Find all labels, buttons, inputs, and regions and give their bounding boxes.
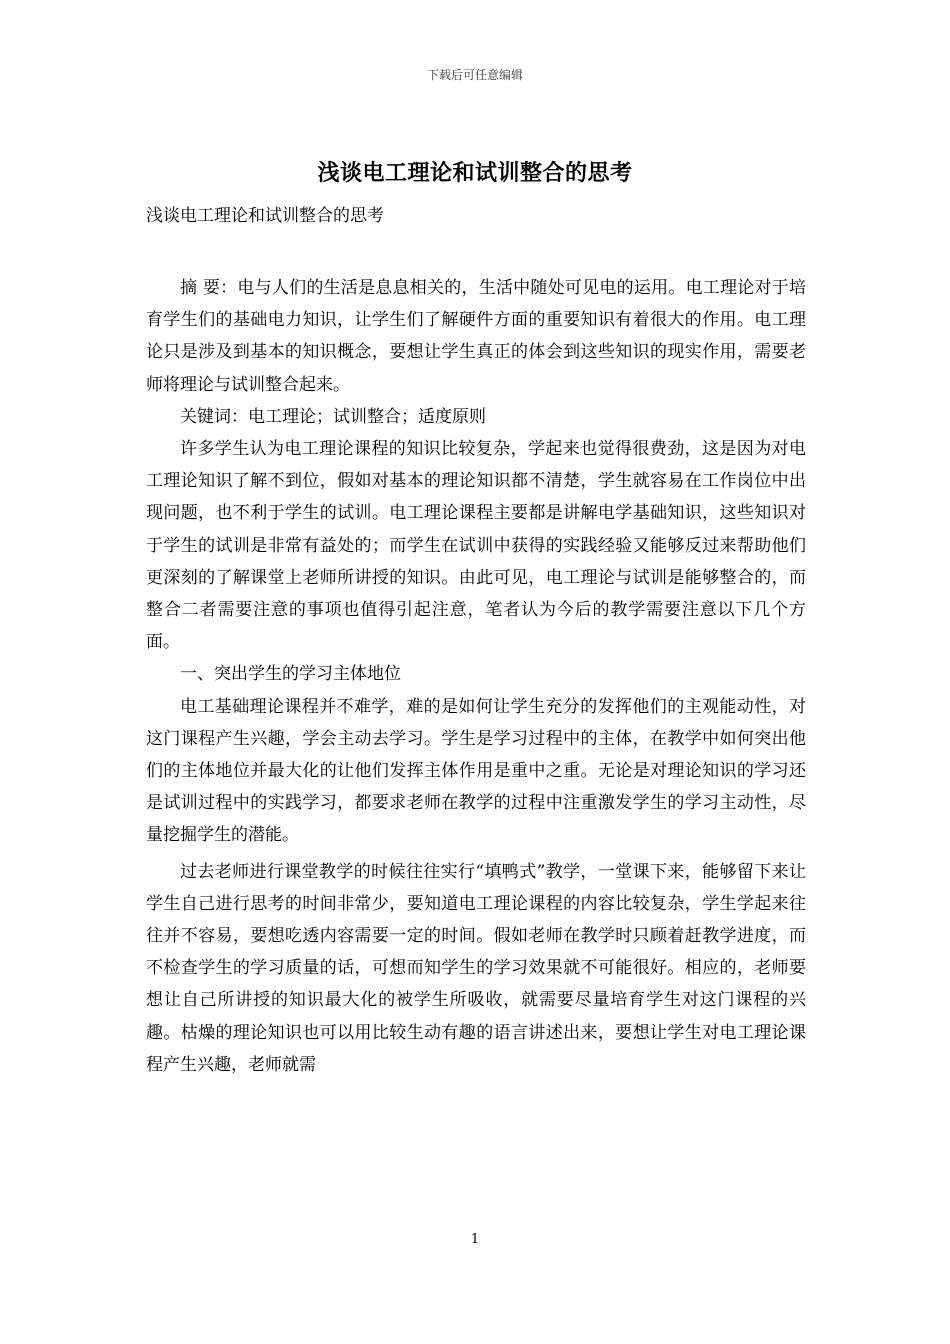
header-note: 下载后可任意编辑 — [426, 68, 523, 82]
section-heading: 一、突出学生的学习主体地位 — [180, 664, 401, 685]
body-paragraph: 过去老师进行课堂教学的时候往往实行“填鸭式”教学，一堂课下来，能够留下来让学生自己进行思考的时间非常少，要知道电工理论课程的内容比较复杂，学生学起来往往并不容易，要想吃透内容需要一定的时间。假如老师在教学时只顾着赶教学进度，而不检查学生的学习质量的话，可想而知学生的学习效果就不可能很好。相应的，老师要想让自己所讲授的知识最大化的被学生所吸收，就需要尽量培育学生对这门课程的兴趣。枯燥的理论知识也可以用比较生动有趣的语言讲述出来，要想让学生对电工理论课程产生兴趣，老师就需 — [146, 861, 806, 1075]
document-body — [146, 272, 806, 1081]
document-subtitle: 浅谈电工理论和试训整合的思考 — [146, 206, 384, 226]
body-paragraph: 许多学生认为电工理论课程的知识比较复杂，学起来也觉得很费劲，这是因为对电工理论知识了解不到位，假如对基本的理论知识都不清楚，学生就容易在工作岗位中出现问题，也不利于学生的试训。电工理论课程主要都是讲解电学基础知识，这些知识对于学生的试训是非常有益处的；而学生在试训中获得的实践经验又能够反过来帮助他们更深刻的了解课堂上老师所讲授的知识。由此可见，电工理论与试训是能够整合的，而整合二者需要注意的事项也值得引起注意，笔者认为今后的教学需要注意以下几个方面。 — [146, 439, 806, 653]
body-paragraph: 电工基础理论课程并不难学，难的是如何让学生充分的发挥他们的主观能动性，对这门课程产生兴趣，学会主动去学习。学生是学习过程中的主体，在教学中如何突出他们的主体地位并最大化的让他们发挥主体作用是重中之重。无论是对理论知识的学习还是试训过程中的实践学习，都要求老师在教学的过程中注重激发学生的学习主动性，尽量挖掘学生的潜能。 — [146, 696, 806, 846]
abstract-paragraph: 摘 要：电与人们的生活是息息相关的，生活中随处可见电的运用。电工理论对于培育学生们的基础电力知识，让学生们了解硬件方面的重要知识有着很大的作用。电工理论只是涉及到基本的知识概念，要想让学生真正的体会到这些知识的现实作用，需要老师将理论与试训整合起来。 — [146, 278, 806, 395]
page-number: 1 — [470, 1232, 480, 1247]
document-title: 浅谈电工理论和试训整合的思考 — [317, 160, 633, 186]
keywords-paragraph: 关键词：电工理论；试训整合；适度原则 — [180, 406, 486, 427]
